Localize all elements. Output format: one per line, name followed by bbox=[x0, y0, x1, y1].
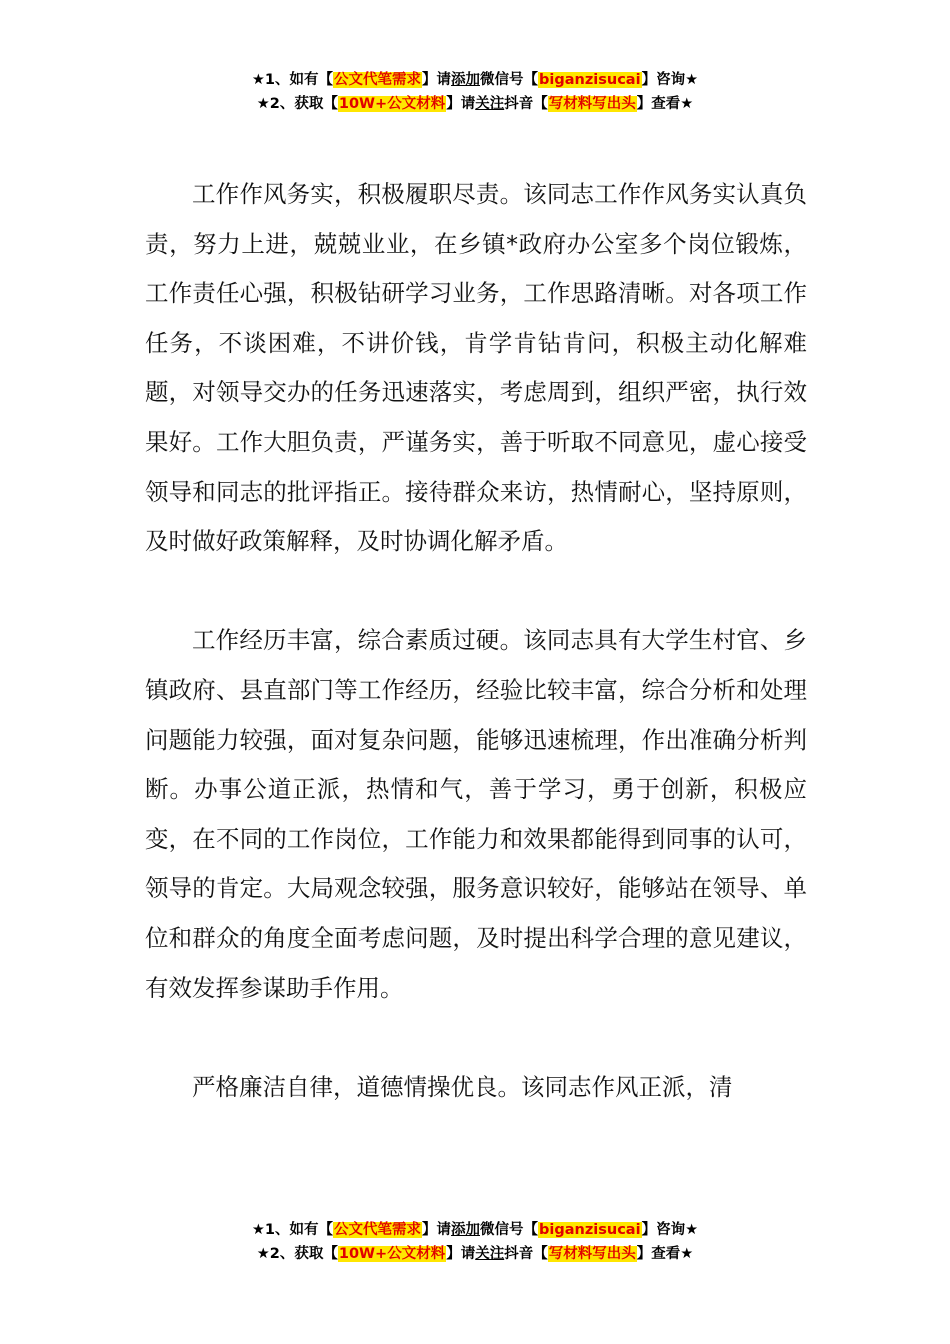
banner-text: ★2、获取【 bbox=[256, 1246, 338, 1262]
banner-line-1 bbox=[0, 1218, 950, 1242]
highlight-wechat-id: biganzisucai bbox=[539, 1222, 641, 1238]
banner-text: 微信号【 bbox=[480, 72, 539, 88]
banner-text: 】咨询★ bbox=[641, 72, 699, 88]
header-banner bbox=[0, 68, 950, 116]
banner-emphasis: 关注 bbox=[475, 96, 505, 112]
highlight-douyin-account: 写材料写出头 bbox=[548, 1246, 636, 1262]
banner-text: 】查看★ bbox=[636, 1246, 694, 1262]
banner-text: 】请 bbox=[446, 96, 476, 112]
document-body bbox=[145, 170, 807, 1162]
banner-emphasis: 关注 bbox=[475, 1246, 505, 1262]
banner-text: 】咨询★ bbox=[641, 1222, 699, 1238]
highlight-douyin-account: 写材料写出头 bbox=[548, 96, 636, 112]
banner-text: 】请 bbox=[422, 72, 452, 88]
banner-text: 】查看★ bbox=[636, 96, 694, 112]
banner-line-2 bbox=[0, 92, 950, 116]
footer-banner bbox=[0, 1218, 950, 1266]
banner-text: 】请 bbox=[446, 1246, 476, 1262]
banner-text: ★1、如有【 bbox=[251, 72, 334, 88]
highlight-materials: 10W+公文材料 bbox=[338, 1246, 446, 1262]
banner-text: 微信号【 bbox=[480, 1222, 539, 1238]
paragraph-work-style: 工作作风务实，积极履职尽责。该同志工作作风务实认真负责，努力上进，兢兢业业，在乡镇*政府办公室多个岗位锻炼，工作责任心强，积极钻研学习业务，工作思路清晰。对各项工作任务，不谈困难，不讲价钱，肯学肯钻肯问，积极主动化解难题，对领导交办的任务迅速落实，考虑周到，组织严密，执行效果好。工作大胆负责，严谨务实，善于听取不同意见，虚心接受领导和同志的批评指正。接待群众来访，热情耐心，坚持原则，及时做好政策解释，及时协调化解矛盾。 bbox=[145, 180, 807, 556]
paragraph-integrity: 严格廉洁自律，道德情操优良。该同志作风正派，清 bbox=[192, 1072, 733, 1101]
banner-emphasis: 添加 bbox=[451, 72, 481, 88]
banner-line-2 bbox=[0, 1242, 950, 1266]
banner-line-1 bbox=[0, 68, 950, 92]
banner-text: ★2、获取【 bbox=[256, 96, 338, 112]
paragraph-work-experience: 工作经历丰富，综合素质过硬。该同志具有大学生村官、乡镇政府、县直部门等工作经历，经验比较丰富，综合分析和处理问题能力较强，面对复杂问题，能够迅速梳理，作出准确分析判断。办事公道正派，热情和气，善于学习，勇于创新，积极应变，在不同的工作岗位，工作能力和效果都能得到同事的认可，领导的肯定。大局观念较强，服务意识较好，能够站在领导、单位和群众的角度全面考虑问题，及时提出科学合理的意见建议，有效发挥参谋助手作用。 bbox=[145, 626, 807, 1002]
banner-text: 】请 bbox=[422, 1222, 452, 1238]
banner-text: ★1、如有【 bbox=[251, 1222, 334, 1238]
highlight-materials: 10W+公文材料 bbox=[338, 96, 446, 112]
banner-text: 抖音【 bbox=[504, 1246, 548, 1262]
highlight-service: 公文代笔需求 bbox=[334, 1222, 422, 1238]
banner-text: 抖音【 bbox=[504, 96, 548, 112]
highlight-service: 公文代笔需求 bbox=[334, 72, 422, 88]
highlight-wechat-id: biganzisucai bbox=[539, 72, 641, 88]
banner-emphasis: 添加 bbox=[451, 1222, 481, 1238]
